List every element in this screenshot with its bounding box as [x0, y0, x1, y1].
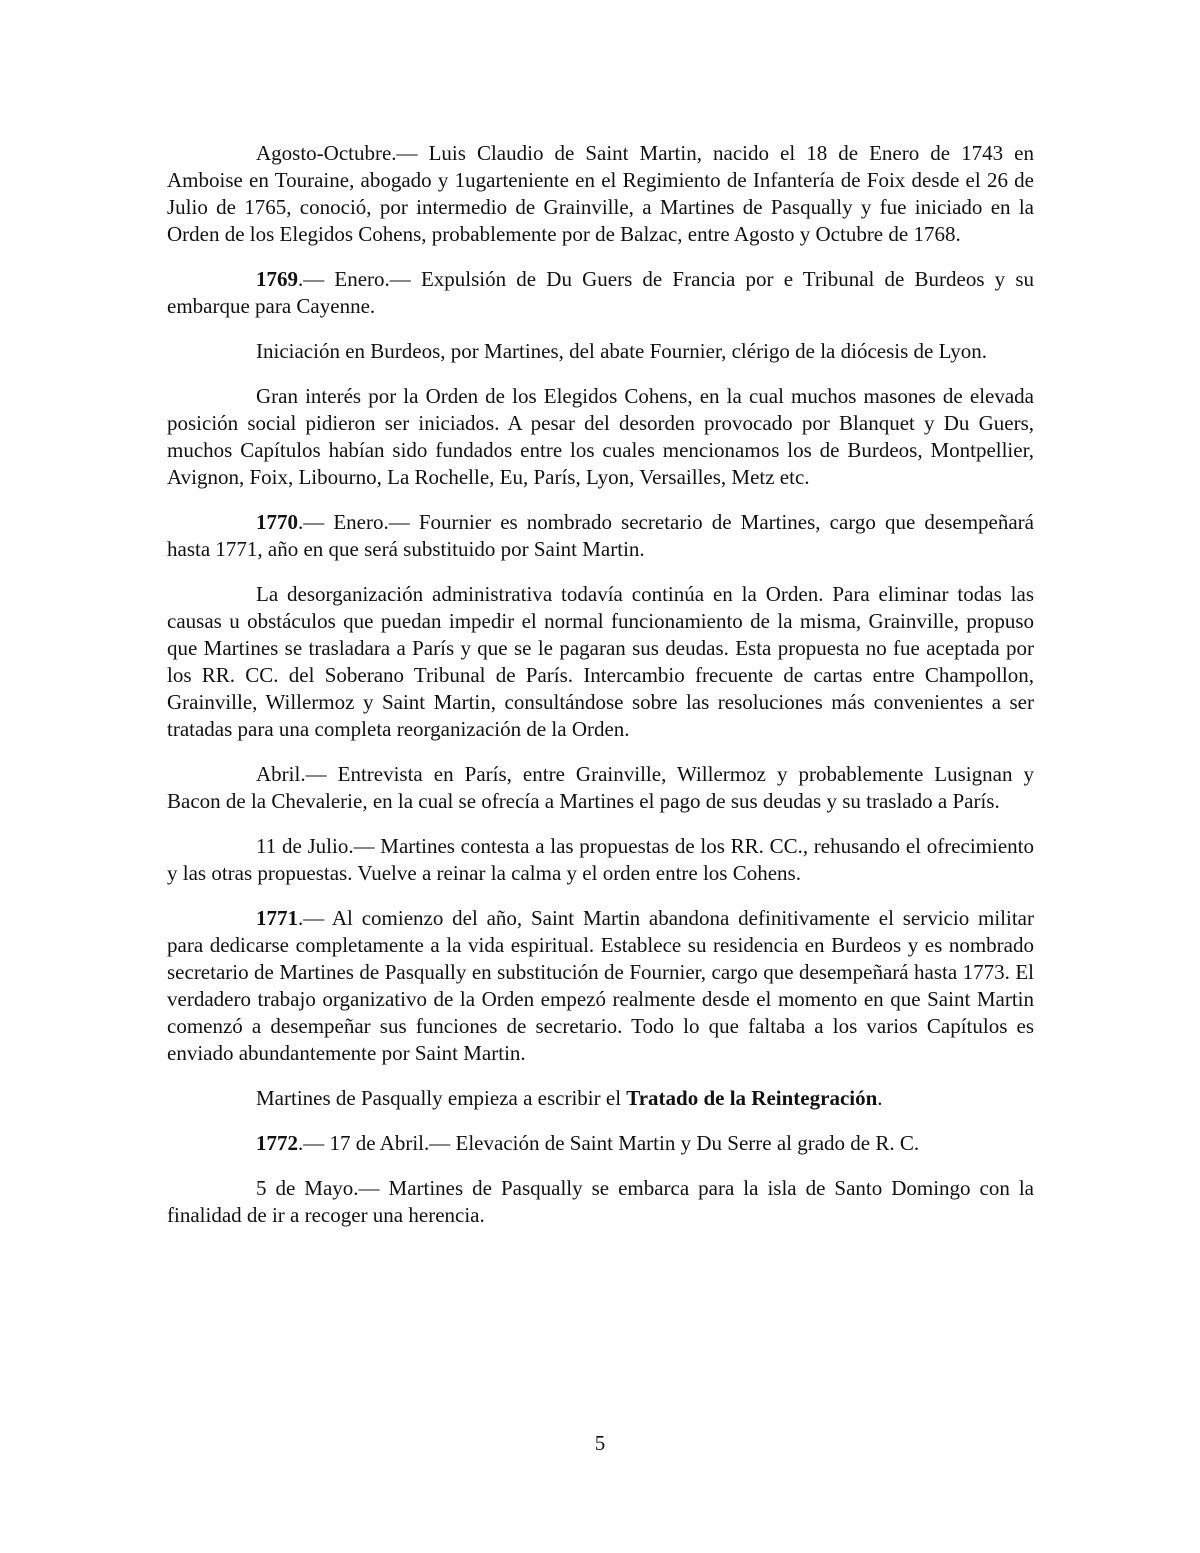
paragraph-gran-interes [167, 383, 1034, 491]
paragraph-text: Abril.— Entrevista en París, entre Grainville, Willermoz y probablemente Lusignan y Bacon de la Chevalerie, en la cual se ofrecía a Martines el pago de sus deudas y su traslado a París. [167, 762, 1034, 813]
paragraph-11-julio [167, 833, 1034, 887]
paragraph-text: 5 de Mayo.— Martines de Pasqually se embarca para la isla de Santo Domingo con la finalidad de ir a recoger una herencia. [167, 1176, 1034, 1227]
page-number: 5 [594, 1431, 606, 1455]
paragraph-1769 [167, 266, 1034, 320]
paragraph-5-mayo [167, 1175, 1034, 1229]
paragraph-tratado [167, 1085, 1034, 1112]
year-heading: 1772 [256, 1131, 298, 1155]
paragraph-text: La desorganización administrativa todavía continúa en la Orden. Para eliminar todas las causas u obstáculos que puedan impedir el normal funcionamiento de la misma, Grainville, propuso que Martines se trasladara a París y que se le pagaran sus deudas. Esta propuesta no fue aceptada por los RR. CC. del Soberano Tribunal de París. Intercambio frecuente de cartas entre Champollon, Grainville, Willermoz y Saint Martin, consultándose sobre las resoluciones más convenientes a ser tratadas para una completa reorganización de la Orden. [167, 582, 1034, 741]
paragraph-text: Martines de Pasqually empieza a escribir el [256, 1086, 627, 1110]
paragraph-agosto-octubre [167, 140, 1034, 248]
paragraph-text-after: . [877, 1086, 883, 1110]
paragraph-1771 [167, 905, 1034, 1067]
paragraph-iniciacion-fournier [167, 338, 1034, 365]
paragraph-desorganizacion [167, 581, 1034, 743]
paragraph-text: 11 de Julio.— Martines contesta a las propuestas de los RR. CC., rehusando el ofrecimiento y las otras propuestas. Vuelve a reinar la calma y el orden entre los Cohens. [167, 834, 1034, 885]
year-heading: 1770 [256, 510, 298, 534]
paragraph-text: Gran interés por la Orden de los Elegidos Cohens, en la cual muchos masones de elevada posición social pidieron ser iniciados. A pesar del desorden provocado por Blanquet y Du Guers, muchos Capítulos habían sido fundados entre los cuales mencionamos los de Burdeos, Montpellier, Avignon, Foix, Libourno, La Rochelle, Eu, París, Lyon, Versailles, Metz etc. [167, 384, 1034, 489]
year-heading: 1769 [256, 267, 298, 291]
paragraph-1772 [167, 1130, 1034, 1157]
paragraph-text: .— Enero.— Fournier es nombrado secretario de Martines, cargo que desempeñará hasta 1771, año en que será substituido por Saint Martin. [167, 510, 1034, 561]
paragraph-abril [167, 761, 1034, 815]
book-title: Tratado de la Reintegración [626, 1086, 878, 1110]
year-heading: 1771 [256, 906, 298, 930]
paragraph-text: Iniciación en Burdeos, por Martines, del abate Fournier, clérigo de la diócesis de Lyon. [256, 339, 988, 363]
paragraph-text: .— 17 de Abril.— Elevación de Saint Martin y Du Serre al grado de R. C. [298, 1131, 920, 1155]
document-body [167, 140, 1034, 1247]
paragraph-text: .— Al comienzo del año, Saint Martin abandona definitivamente el servicio militar para dedicarse completamente a la vida espiritual. Establece su residencia en Burdeos y es nombrado secretario de Martines de Pasqually en substitución de Fournier, cargo que desempeñará hasta 1773. El verdadero trabajo organizativo de la Orden empezó realmente desde el momento en que Saint Martin comenzó a desempeñar sus funciones de secretario. Todo lo que faltaba a los varios Capítulos es enviado abundantemente por Saint Martin. [167, 906, 1034, 1065]
paragraph-1770 [167, 509, 1034, 563]
paragraph-text: Agosto-Octubre.— Luis Claudio de Saint Martin, nacido el 18 de Enero de 1743 en Amboise en Touraine, abogado y 1ugarteniente en el Regimiento de Infantería de Foix desde el 26 de Julio de 1765, conoció, por intermedio de Grainville, a Martines de Pasqually y fue iniciado en la Orden de los Elegidos Cohens, probablemente por de Balzac, entre Agosto y Octubre de 1768. [167, 141, 1034, 246]
paragraph-text: .— Enero.— Expulsión de Du Guers de Francia por e Tribunal de Burdeos y su embarque para Cayenne. [167, 267, 1034, 318]
